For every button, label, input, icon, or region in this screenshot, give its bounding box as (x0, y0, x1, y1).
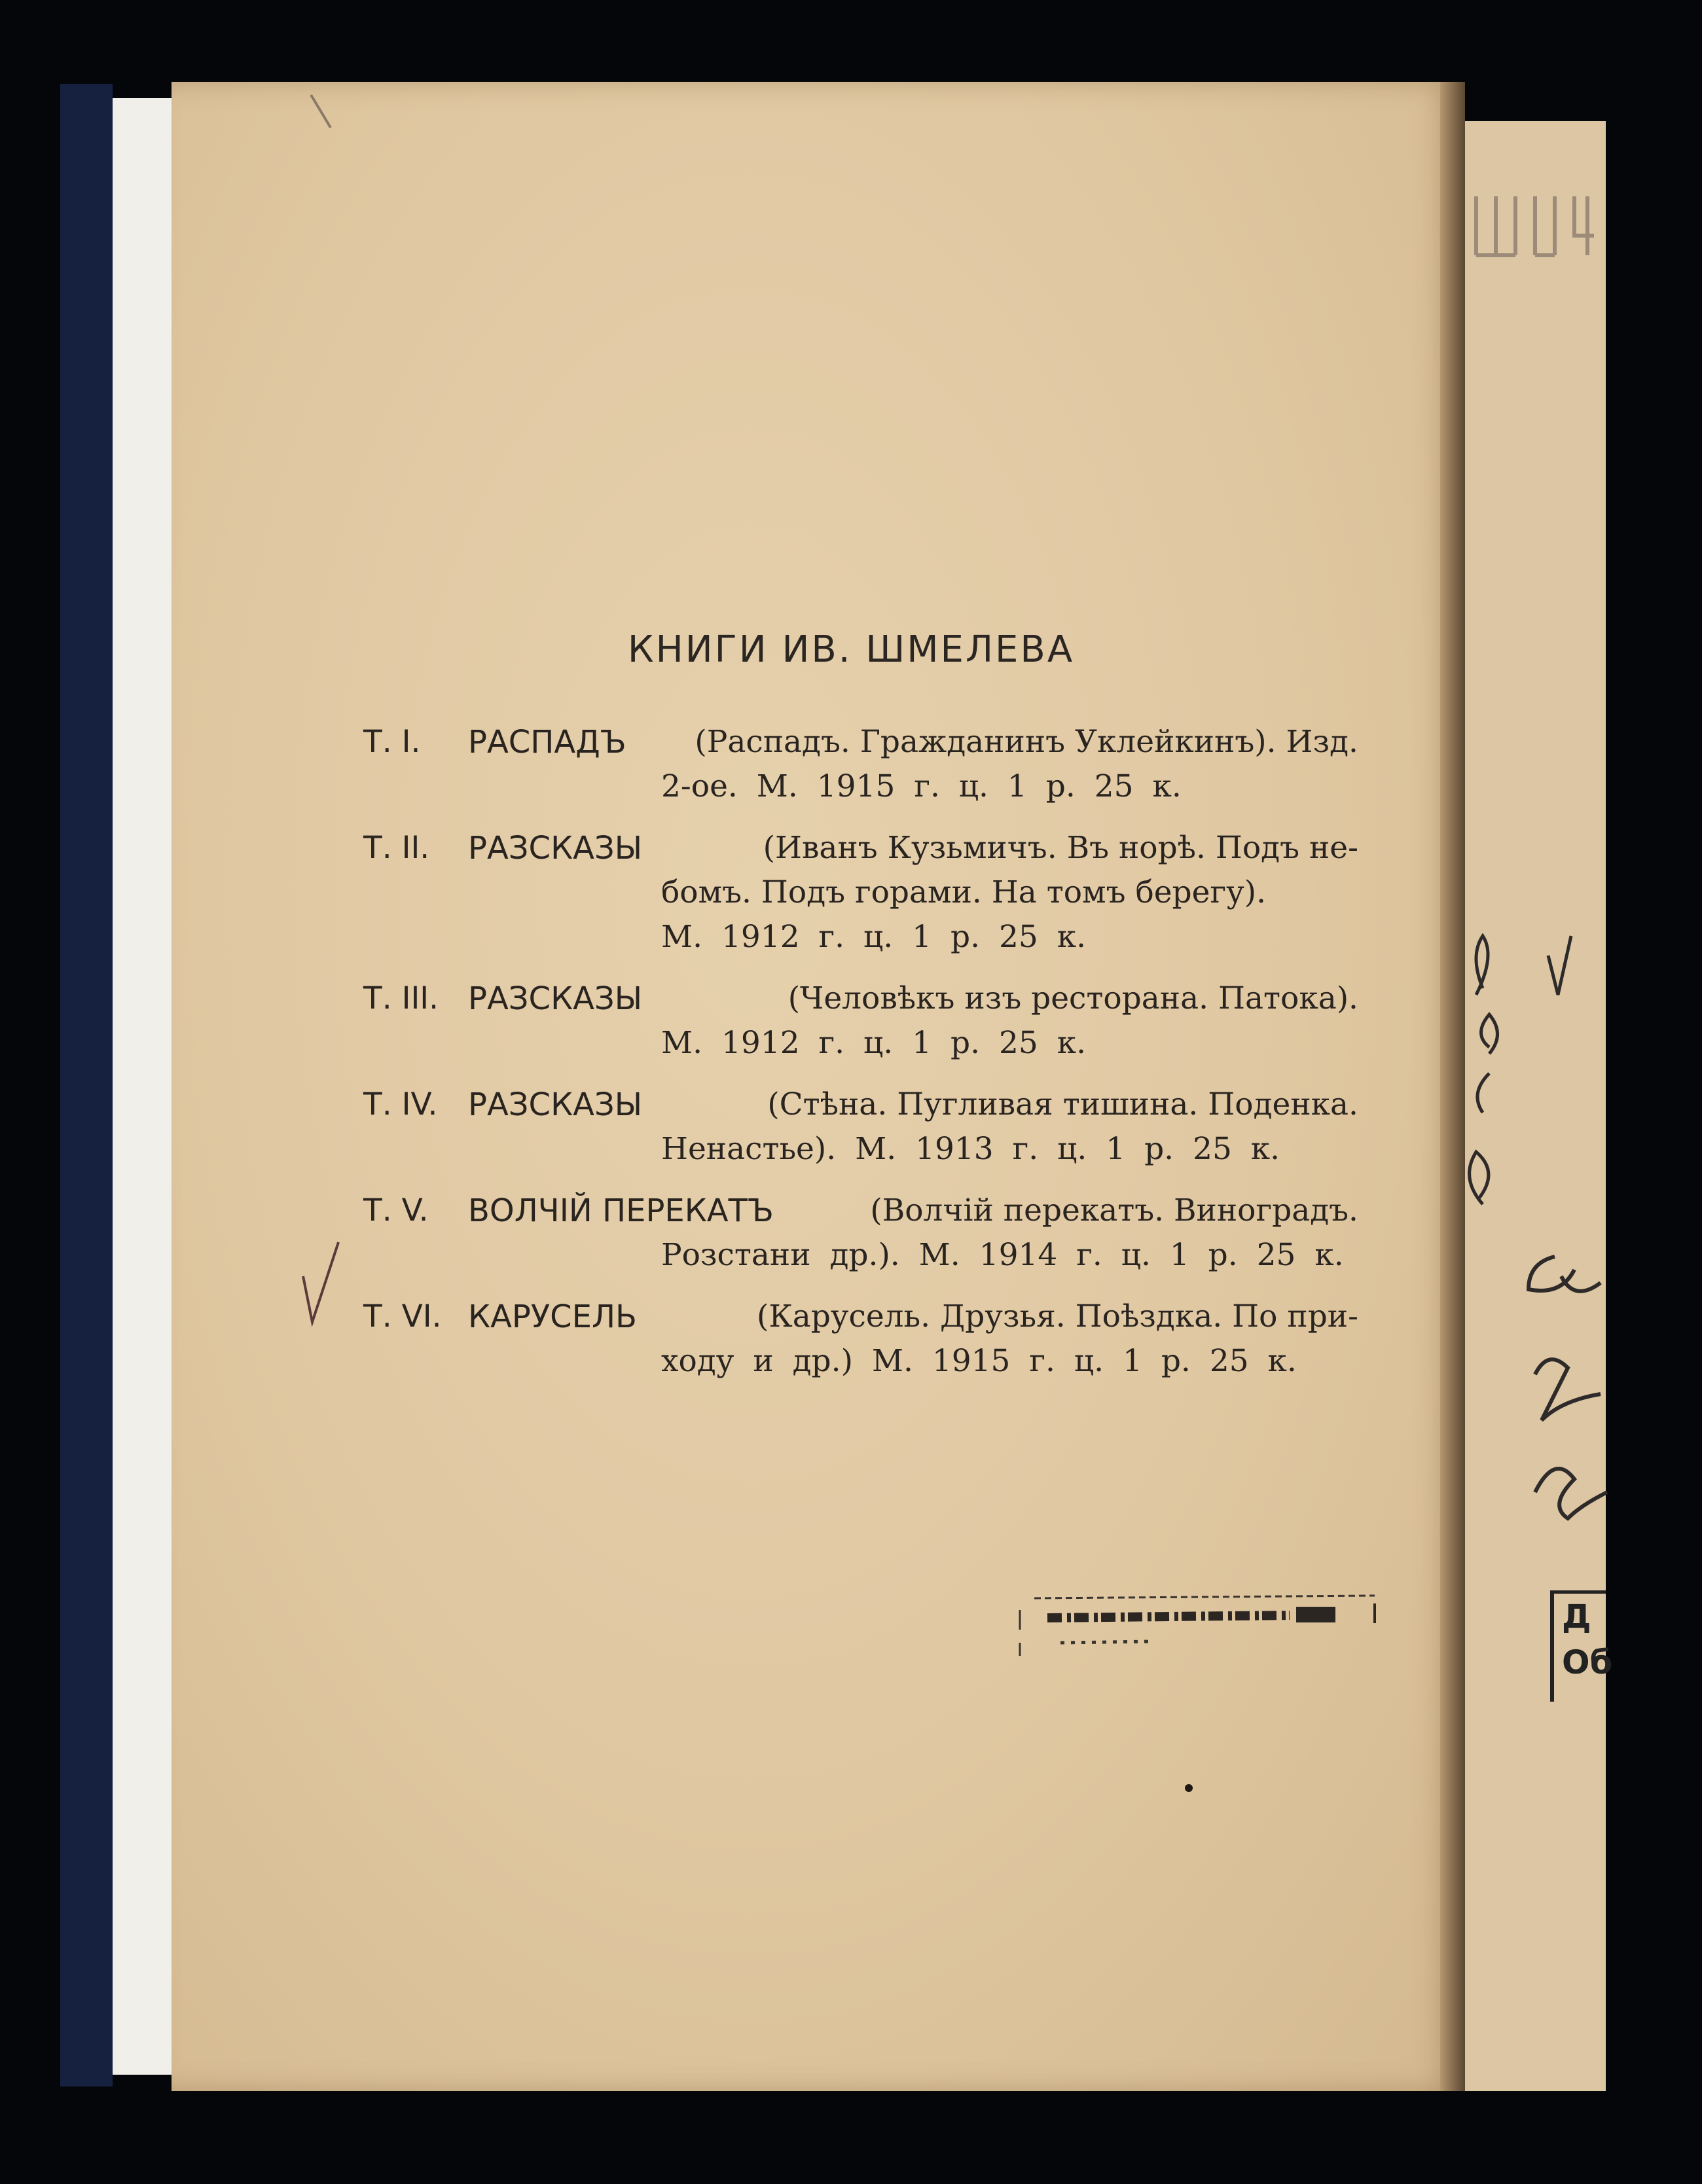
book-details-line: (Человѣкъ изъ ресторана. Патока). (788, 980, 1358, 1016)
book-details-line: 2-ое. М. 1915 г. ц. 1 р. 25 к. (661, 768, 1182, 804)
book-title: РАЗСКАЗЫ (468, 1086, 643, 1123)
facing-page-stamp (1550, 1590, 1613, 1702)
volume-number: Т. IV. (363, 1086, 438, 1122)
book-entry-vol-5 (363, 1189, 1358, 1278)
volume-number: Т. VI. (363, 1298, 442, 1334)
book-details-line: М. 1912 г. ц. 1 р. 25 к. (661, 1025, 1087, 1061)
book-details-line: ходу и др.) М. 1915 г. ц. 1 р. 25 к. (661, 1343, 1297, 1379)
facing-page-handwritten-header (1470, 157, 1601, 268)
book-details-line: (Стѣна. Пугливая тишина. Поденка. (767, 1086, 1358, 1122)
book-entry-vol-1 (363, 720, 1358, 809)
volume-number: Т. III. (363, 980, 439, 1016)
book-entry-vol-4 (363, 1083, 1358, 1172)
stamp-line-2: Об (1562, 1643, 1613, 1681)
stamp-line-1: Д (1562, 1598, 1591, 1636)
faded-library-stamp (1008, 1590, 1394, 1662)
book-title: КАРУСЕЛЬ (468, 1298, 637, 1335)
corner-pencil-mark (308, 92, 347, 137)
gutter-shadow (1440, 82, 1465, 2091)
book-details-line: бомъ. Подъ горами. На томъ берегу). (661, 874, 1267, 910)
heading-text: КНИГИ ИВ. ШМЕЛЕВА (627, 628, 1075, 671)
volume-number: Т. I. (363, 724, 421, 760)
book-details-line: (Иванъ Кузьмичъ. Въ норѣ. Подъ не- (763, 830, 1358, 866)
book-details-line: (Карусель. Друзья. Поѣздка. По при- (757, 1298, 1358, 1334)
page-heading (0, 628, 1702, 671)
book-title: РАСПАДЪ (468, 724, 626, 761)
book-title: РАЗСКАЗЫ (468, 980, 643, 1017)
book-list (363, 720, 1358, 1401)
book-details-line: Розстани др.). М. 1914 г. ц. 1 р. 25 к. (661, 1237, 1344, 1273)
book-cover-edge (60, 84, 113, 2086)
volume-number: Т. V. (363, 1192, 429, 1228)
book-entry-vol-6 (363, 1295, 1358, 1384)
book-details-line: Ненастье). М. 1913 г. ц. 1 р. 25 к. (661, 1131, 1280, 1167)
ink-dot (1185, 1784, 1193, 1792)
volume-number: Т. II. (363, 830, 430, 866)
book-details-line: (Распадъ. Гражданинъ Уклейкинъ). Изд. (695, 724, 1358, 760)
book-entry-vol-3 (363, 976, 1358, 1065)
book-details-line: (Волчій перекатъ. Виноградъ. (870, 1192, 1358, 1228)
book-details-line: М. 1912 г. ц. 1 р. 25 к. (661, 919, 1087, 955)
handwritten-check-mark (298, 1237, 344, 1329)
book-title: РАЗСКАЗЫ (468, 830, 643, 867)
book-title: ВОЛЧІЙ ПЕРЕКАТЪ (468, 1192, 774, 1229)
book-entry-vol-2 (363, 826, 1358, 959)
